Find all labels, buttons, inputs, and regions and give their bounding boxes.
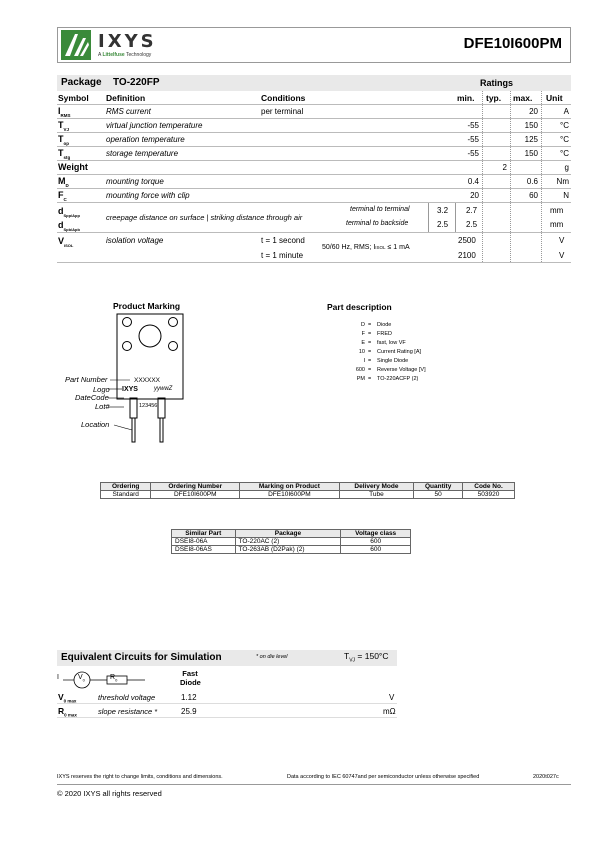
list-item: [325, 340, 445, 349]
similar-cell: 600: [341, 546, 411, 554]
rating-definition: mounting force with clip: [106, 191, 190, 200]
rating-symbol: $T_{VJ}$: [58, 120, 70, 132]
rating-min: 20: [470, 191, 479, 200]
ordering-col: Delivery Mode: [339, 483, 414, 491]
chip-part-number: XXXXXX: [134, 377, 161, 384]
isolation-unit-1: V: [559, 236, 565, 245]
brand-name: IXYS: [98, 31, 157, 52]
isolation-unit-2: V: [559, 251, 565, 260]
rating-symbol: $I_{RMS}$: [58, 106, 71, 118]
rating-unit: N: [563, 191, 569, 200]
ordering-col: Ordering: [101, 483, 151, 491]
rating-definition: virtual junction temperature: [106, 121, 203, 130]
eq-desc: slope resistance *: [98, 707, 158, 716]
isolation-definition: isolation voltage: [106, 236, 164, 245]
ordering-cell: Standard: [101, 491, 151, 499]
list-item: [325, 367, 445, 376]
rating-symbol: Weight: [58, 162, 88, 172]
table-row: [57, 704, 397, 718]
part-code: 600: [355, 367, 365, 373]
eq-desc: threshold voltage: [98, 693, 156, 702]
rating-unit: g: [564, 163, 569, 172]
ordering-col: Code No.: [463, 483, 515, 491]
marking-label-lot: Lot#: [95, 402, 110, 411]
part-description-list: [325, 322, 445, 385]
rating-unit: A: [563, 107, 569, 116]
creepage-symbol-2: $d_{Spb/Apb}$: [58, 220, 80, 232]
table-header-row: [57, 91, 571, 105]
rating-symbol: $M_D$: [58, 176, 69, 188]
isolation-val-2: 2100: [458, 251, 476, 260]
equivalent-title: Equivalent Circuits for Simulation: [61, 652, 222, 663]
ratings-table: [57, 91, 571, 263]
rating-definition: RMS current: [106, 107, 151, 116]
equals-sign: =: [368, 358, 372, 364]
part-code: F: [361, 331, 365, 337]
rating-min: -55: [467, 135, 479, 144]
similar-col: Similar Part: [172, 530, 236, 538]
col-definition: Definition: [106, 93, 146, 103]
creepage-val-1b: 2.7: [466, 206, 478, 215]
part-desc: fast, low VF: [377, 340, 406, 346]
table-row: [101, 491, 515, 499]
list-item: [325, 331, 445, 340]
marking-label-part-number: Part Number: [65, 375, 108, 384]
brand-subtitle: A Littelfuse Technology: [98, 52, 152, 58]
ordering-cell: DFE10I600PM: [151, 491, 240, 499]
package-value: TO-220FP: [113, 77, 160, 88]
equivalent-rows: [57, 690, 397, 718]
col-symbol: Symbol: [58, 93, 89, 103]
isolation-row: [57, 233, 571, 263]
creepage-unit-2: mm: [550, 220, 564, 229]
table-row: [57, 175, 571, 189]
part-code: D: [361, 322, 365, 328]
part-desc: Current Rating [A]: [377, 349, 422, 355]
rating-max: 20: [529, 107, 538, 116]
creepage-row: [57, 203, 571, 233]
list-item: [325, 349, 445, 358]
table-row: [57, 105, 571, 119]
package-label: Package: [61, 77, 102, 88]
part-desc: Diode: [377, 322, 392, 328]
col-max: max.: [513, 93, 533, 103]
rating-symbol: $T_{stg}$: [58, 148, 71, 160]
list-item: [325, 322, 445, 331]
rating-max: 60: [529, 191, 538, 200]
creepage-val-2a: 2.5: [437, 220, 449, 229]
rating-unit: °C: [560, 149, 569, 158]
col-head-line-2: Diode: [180, 678, 201, 687]
rating-unit: Nm: [556, 177, 569, 186]
rating-max: 125: [524, 135, 538, 144]
chip-logo: IXYS: [122, 386, 138, 393]
copyright: © 2020 IXYS all rights reserved: [57, 789, 162, 798]
rating-definition: operation temperature: [106, 135, 185, 144]
rating-unit: °C: [560, 121, 569, 130]
ordering-col: Quantity: [414, 483, 463, 491]
creepage-val-2b: 2.5: [466, 220, 478, 229]
creepage-definition: creepage distance on surface | striking distance through air: [106, 213, 303, 222]
table-row: [57, 690, 397, 704]
eq-symbol: $R_{0 max}$: [58, 706, 77, 718]
table-row: [57, 147, 571, 161]
rating-min: -55: [467, 121, 479, 130]
table-row: [172, 546, 411, 554]
rating-min: -55: [467, 149, 479, 158]
part-code: E: [361, 340, 365, 346]
creepage-cond-2: terminal to backside: [346, 220, 409, 227]
isolation-cond-2: t = 1 minute: [261, 251, 304, 260]
product-marking-title: Product Marking: [113, 301, 181, 311]
similar-col: Voltage class: [341, 530, 411, 538]
isolation-val-1: 2500: [458, 236, 476, 245]
similar-header-row: [172, 530, 411, 538]
ratings-label: Ratings: [480, 78, 514, 88]
rating-min: 0.4: [467, 177, 479, 186]
footer-right: 2020t027c: [533, 774, 559, 780]
part-code: PM: [356, 376, 365, 382]
col-typ: typ.: [486, 93, 502, 103]
ordering-table: [100, 482, 515, 499]
similar-cell: TO-220AC (2): [235, 538, 341, 546]
rating-symbol: $T_{op}$: [58, 134, 69, 146]
equals-sign: =: [368, 349, 372, 355]
col-head-line-1: Fast: [182, 669, 198, 678]
part-desc: Single Diode: [377, 358, 409, 364]
circuit-resistance-label: $R_0$: [110, 674, 118, 683]
ordering-col: Marking on Product: [240, 483, 339, 491]
marking-label-location: Location: [81, 420, 110, 429]
equals-sign: =: [368, 376, 372, 382]
col-conditions: Conditions: [261, 93, 306, 103]
chip-datecode: yywwZ: [154, 386, 173, 392]
eq-symbol: $V_{0 max}$: [58, 692, 77, 704]
rating-definition: storage temperature: [106, 149, 179, 158]
isolation-cond-common: 50/60 Hz, RMS; IISOL ≤ 1 mA: [322, 244, 410, 251]
circuit-voltage-label: $V_0$: [78, 674, 85, 683]
footer-mid: Data according to IEC 60747and per semiconductor unless otherwise specified: [287, 774, 480, 780]
header: [57, 27, 571, 63]
equivalent-circuits-bar: [57, 650, 397, 666]
similar-cell: DSEI8-06A: [172, 538, 236, 546]
equals-sign: =: [368, 340, 372, 346]
creepage-symbol-1: $d_{Spp/App}$: [58, 206, 80, 218]
rating-unit: °C: [560, 135, 569, 144]
chip-lot: 123456: [139, 403, 158, 409]
part-desc: TO-220ACFP (2): [377, 376, 419, 382]
ordering-cell: Tube: [339, 491, 414, 499]
isolation-symbol: $V_{ISOL}$: [58, 236, 74, 248]
similar-col: Package: [235, 530, 341, 538]
footer-divider: [57, 784, 571, 785]
eq-value: 1.12: [181, 693, 197, 702]
list-item: [325, 358, 445, 367]
col-unit: Unit: [546, 93, 563, 103]
creepage-cond-1: terminal to terminal: [350, 206, 410, 213]
equals-sign: =: [368, 331, 372, 337]
rating-typ: 2: [502, 163, 507, 172]
ordering-cell: DFE10I600PM: [240, 491, 339, 499]
rating-max: 150: [524, 121, 538, 130]
list-item: [325, 376, 445, 385]
equals-sign: =: [368, 367, 372, 373]
part-description-title: Part description: [327, 302, 392, 312]
equals-sign: =: [368, 322, 372, 328]
part-desc: FRED: [377, 331, 392, 337]
eq-value: 25.9: [181, 707, 197, 716]
creepage-val-1a: 3.2: [437, 206, 449, 215]
part-desc: Reverse Voltage [V]: [377, 367, 426, 373]
ordering-header-row: [101, 483, 515, 491]
table-row: [57, 119, 571, 133]
marking-label-datecode: DateCode: [75, 393, 109, 402]
rating-symbol: $F_C$: [58, 190, 67, 202]
equivalent-note: * on die level: [256, 654, 288, 660]
ordering-cell: 50: [414, 491, 463, 499]
col-min: min.: [457, 93, 475, 103]
equivalent-col-head: [180, 669, 200, 687]
equivalent-circuit-drawing: [57, 670, 157, 690]
similar-cell: TO-263AB (D2Pak) (2): [235, 546, 341, 554]
circuit-current-label: I: [57, 674, 59, 681]
ixys-logo-icon: [61, 30, 91, 60]
table-row: [172, 538, 411, 546]
marking-label-logo: Logo: [93, 385, 110, 394]
similar-part-table: [171, 529, 411, 554]
part-code: 10: [358, 349, 365, 355]
isolation-cond-1: t = 1 second: [261, 236, 305, 245]
ordering-cell: 503920: [463, 491, 515, 499]
creepage-unit-1: mm: [550, 206, 564, 215]
rating-definition: mounting torque: [106, 177, 164, 186]
rating-max: 150: [524, 149, 538, 158]
similar-cell: DSEI8-06AS: [172, 546, 236, 554]
ratings-bar: [57, 75, 571, 91]
table-row: [57, 189, 571, 203]
part-number: DFE10I600PM: [463, 35, 562, 52]
equivalent-tvj: $T_{VJ} = 150^\circ C$: [344, 651, 389, 664]
eq-unit: V: [389, 693, 395, 702]
similar-cell: 600: [341, 538, 411, 546]
table-row: [57, 161, 571, 175]
part-code: I: [363, 358, 365, 364]
ordering-col: Ordering Number: [151, 483, 240, 491]
rating-conditions: per terminal: [261, 107, 304, 116]
footer-left: IXYS reserves the right to change limits, conditions and dimensions.: [57, 774, 223, 780]
eq-unit: mΩ: [383, 707, 396, 716]
rating-max: 0.6: [526, 177, 538, 186]
table-row: [57, 133, 571, 147]
